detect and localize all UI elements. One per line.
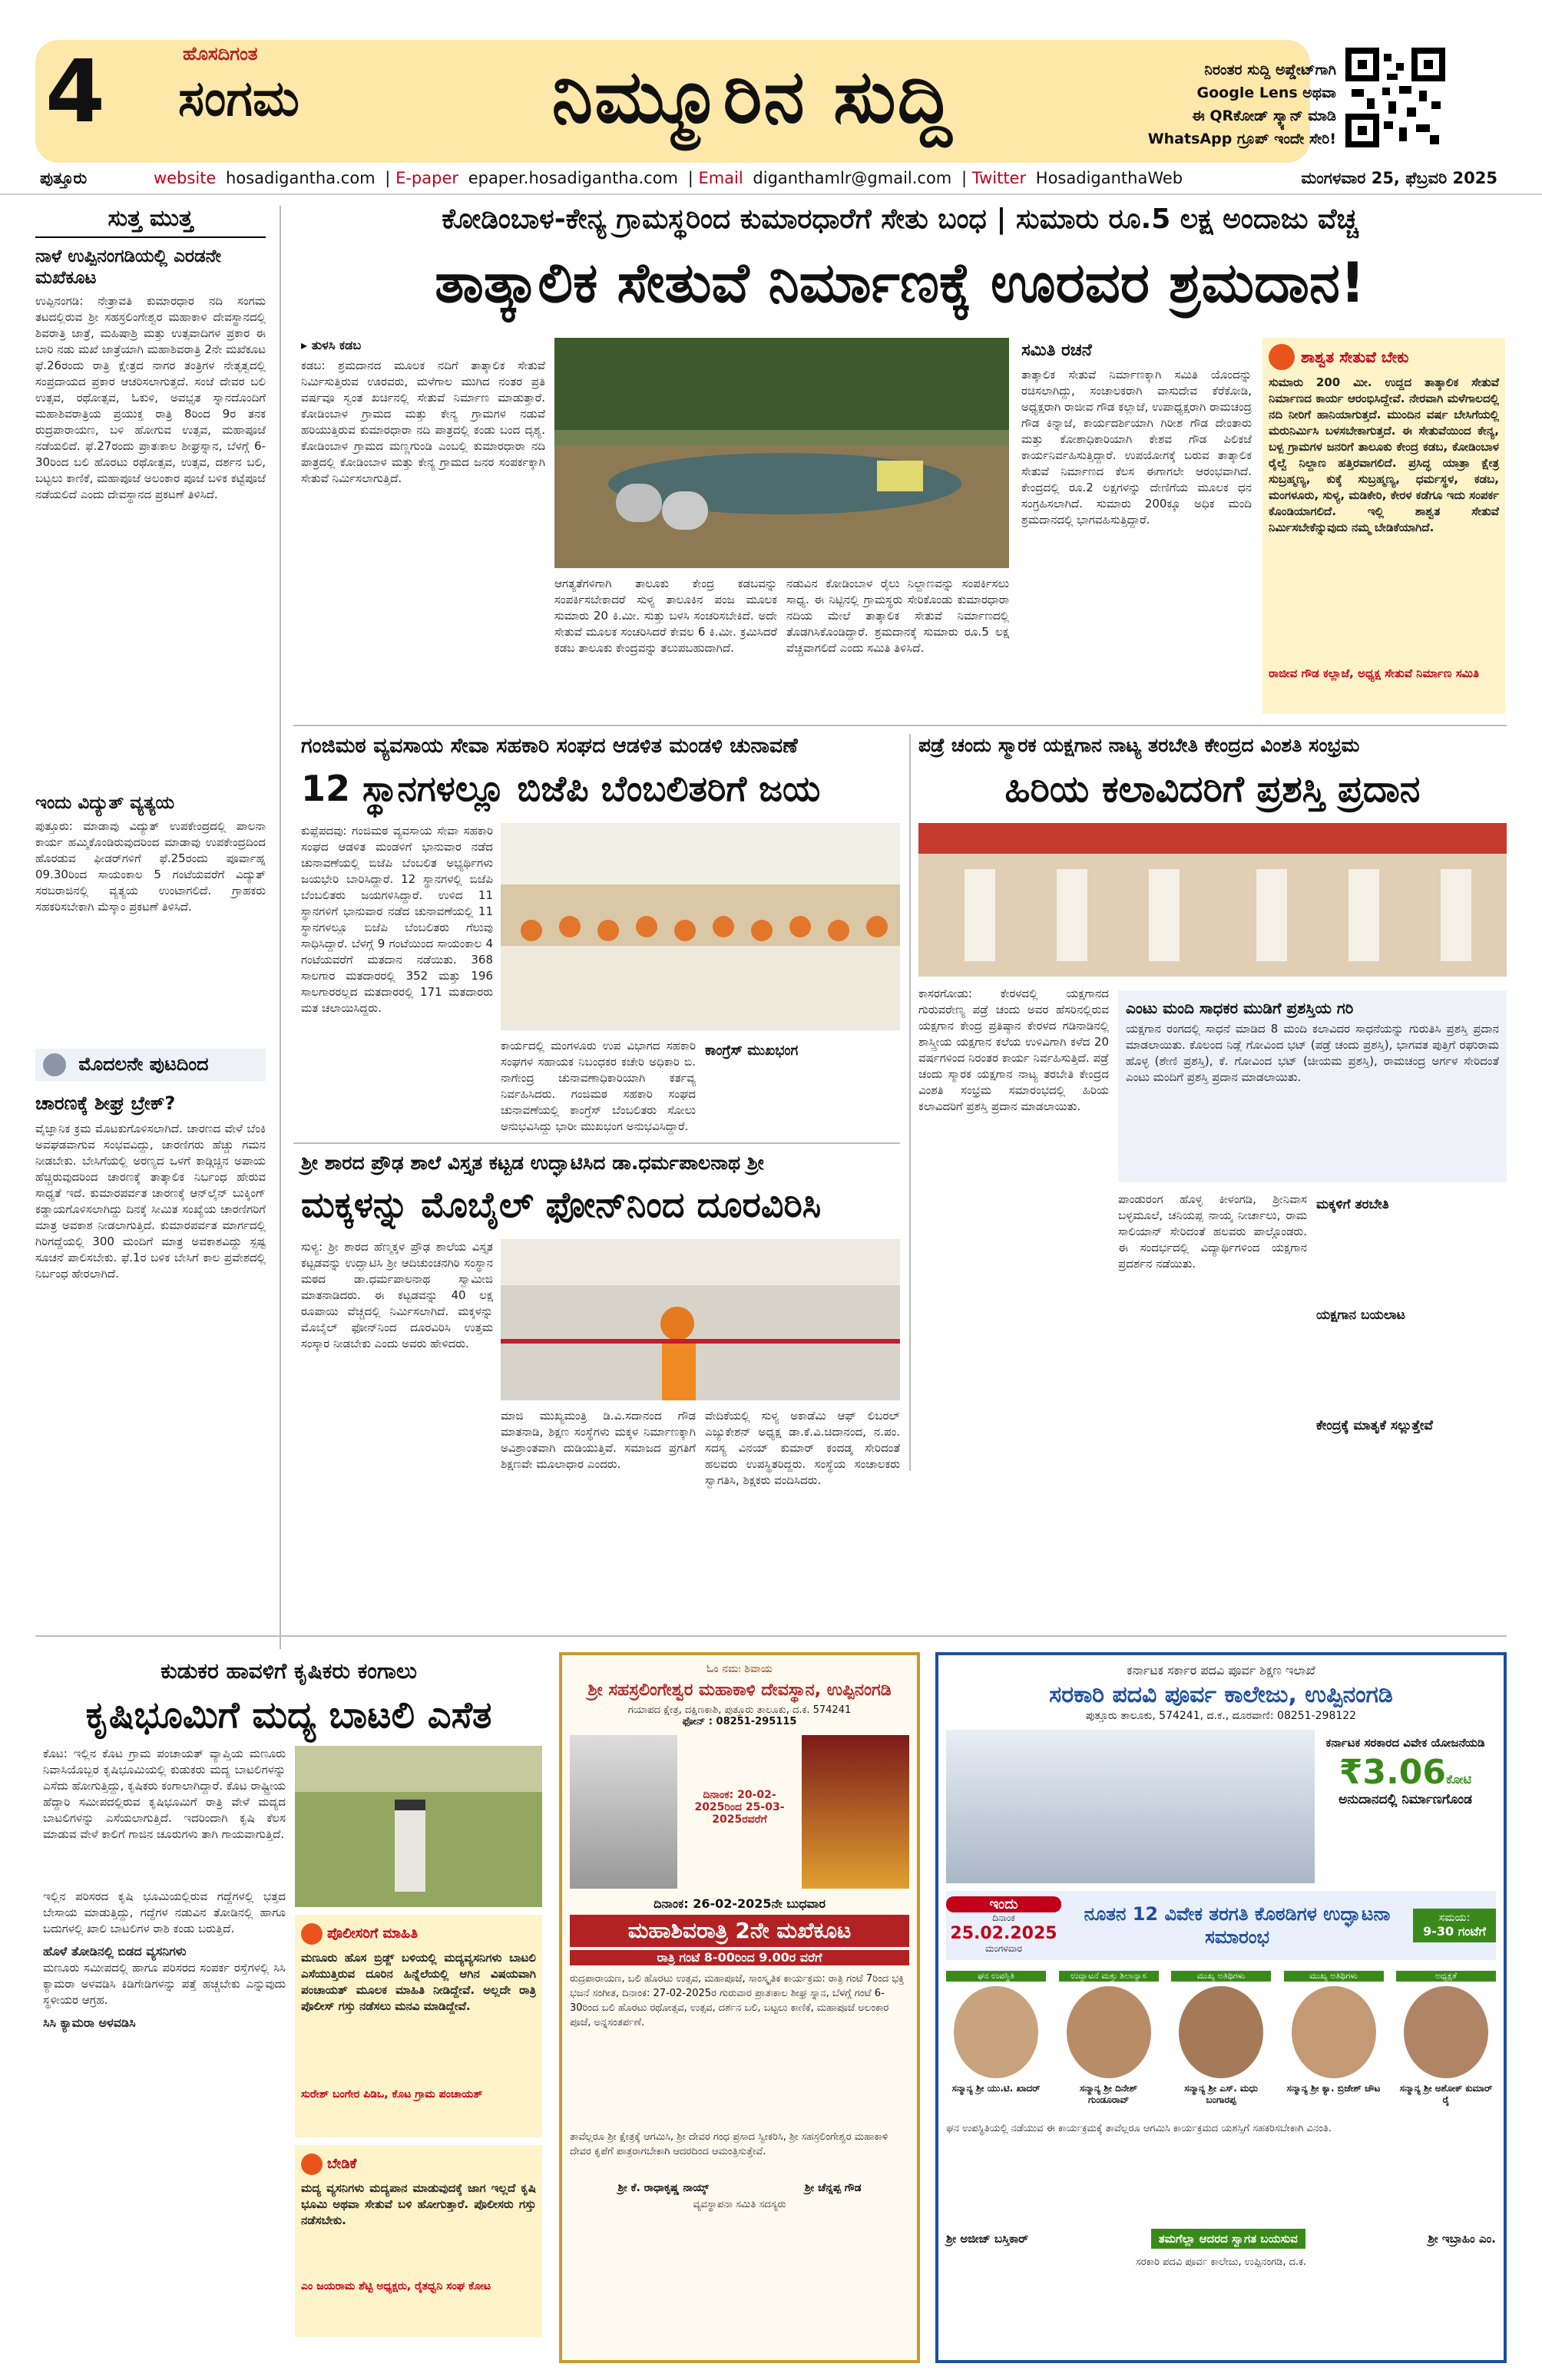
award-body: ಕಾಸರಗೋಡು: ಕೇರಳದಲ್ಲಿ ಯಕ್ಷಗಾನದ ಗುರುವರೇಣ್ಯ ಪಡ್ರೆ ಚಂದು ಅವರ ಹೆಸರಿನಲ್ಲಿರುವ ಯಕ್ಷಗಾನ ಕೇಂದ್ರ ಪ್ರತಿಷ್ಠಾನ ಕೇರಳದ ಗಡಿನಾಡಿನಲ್ಲಿ ಶಾಸ್ತ್ರೀಯ ಯಕ್ಷಗಾನ ಕಲೆಯ ಉಳಿವಿಗಾಗಿ ಕಳೆದ 20 ವರ್ಷಗಳಿಂದ ನಿರಂತರ ಕಾರ್ಯ ನಿರ್ವಹಿಸುತ್ತಿದೆ. ಪಡ್ರೆ ಚಂದು ಸ್ಮಾರಕ ಯಕ್ಷಗಾನ ನಾಟ್ಯ ತರಬೇತಿ ಕೇಂದ್ರದ ವಿಂಶತಿ ಸಂಭ್ರಮ ಸಮಾರಂಭದಲ್ಲಿ ಹಿರಿಯ ಕಲಾವಿದರಿಗೆ ಪ್ರಶಸ್ತಿ ಪ್ರದಾನ ಮಾಡಲಾಯಿತು. (918, 987, 1109, 1113)
temple-advertisement[interactable]: ಓಂ ನಮಃ ಶಿವಾಯ ಶ್ರೀ ಸಹಸ್ರಲಿಂಗೇಶ್ವರ ಮಹಾಕಾಳಿ ದೇವಸ್ಥಾನ, ಉಪ್ಪಿನಂಗಡಿ ಗಯಾಪದ ಕ್ಷೇತ್ರ, ದಕ್ಷಿಣಕಾಶಿ, ಪುತ್ತೂರು ತಾಲೂಕು, ದ.ಕ. 574241 ಫೋನ್ : 08251-295115 ದಿನಾಂಕ: 20-02-2025ರಿಂದ 25-03-2025ರವರೆಗೆ ದಿನಾಂಕ: 26-02-2025ನೇ ಬುಧವಾರ ಮಹಾಶಿವರಾತ್ರಿ 2ನೇ ಮಖೆಕೂಟ ರಾತ್ರಿ ಗಂಟೆ 8-00ರಿಂದ 9.00ರ ವರೆಗೆ ರುದ್ರಪಾರಾಯಣ, ಬಲಿ ಹೊರಟು ಉತ್ಸವ, ಮಹಾಪೂಜೆ, ಸಾಂಸ್ಕೃತಿಕ ಕಾರ್ಯಕ್ರಮ: ರಾತ್ರಿ ಗಂಟೆ 7ರಿಂದ ಭಕ್ತಿ ಭಜನೆ ಸಂಗೀತ, ದಿನಾಂಕ: 27-02-2025ರ ಗುರುವಾರ ಪ್ರಾತಃಕಾಲ ಶೀಘ್ರ ಸ್ನಾನ, ಬೆಳಗ್ಗೆ ಗಂಟೆ 6-30ರಿಂದ ಬಲಿ ಹೊರಟು ರಥೋತ್ಸವ, ಉತ್ಸವ, ದರ್ಶನ ಬಲಿ, ಬಟ್ಟಲು ಕಾಣಿಕೆ, ಮಹಾಪೂಜೆ ಅಲಂಕಾರ ಪೂಜೆ, ಅನ್ನಸಂತರ್ಪಣೆ. ತಾವೆಲ್ಲರೂ ಶ್ರೀ ಕ್ಷೇತ್ರಕ್ಕೆ ಆಗಮಿಸಿ, ಶ್ರೀ ದೇವರ ಗಂಧ ಪ್ರಸಾದ ಸ್ವೀಕರಿಸಿ, ಶ್ರೀ ಸಹಸ್ರಲಿಂಗೇಶ್ವರ ಮಹಾಕಾಳಿ ದೇವರ ಕೃಪೆಗೆ ಪಾತ್ರರಾಗಬೇಕಾಗಿ ಆದರದಿಂದ ಆಮಂತ್ರಿಸುತ್ತೇವೆ. ಶ್ರೀ ಕೆ. ರಾಧಾಕೃಷ್ಣ ನಾಯ್ಕ್ ಶ್ರೀ ಚೆನ್ನಪ್ಪ ಗೌಡ ವ್ಯವಸ್ಥಾಪನಾ ಸಮಿತಿ ಸದಸ್ಯರು (559, 1652, 920, 2363)
election-body: ಕುಪ್ಪೆಪದವು: ಗಂಜಿಮಠ ವ್ಯವಸಾಯ ಸೇವಾ ಸಹಕಾರಿ ಸಂಘದ ಆಡಳಿತ ಮಂಡಳಿಗೆ ಭಾನುವಾರ ನಡೆದ ಚುನಾವಣೆಯಲ್ಲಿ ಬಿಜೆಪಿ ಬೆಂಬಲಿತ ಅಭ್ಯರ್ಥಿಗಳು ಜಯಭೇರಿ ಬಾರಿಸಿದ್ದಾರೆ. 12 ಸ್ಥಾನಗಳಲ್ಲಿ ಬಿಜೆಪಿ ಬೆಂಬಲಿತರು ಜಯಗಳಿಸಿದ್ದಾರೆ. ಉಳಿದ 11 ಸ್ಥಾನಗಳಿಗೆ ಭಾನುವಾರ ನಡೆದ ಚುನಾವಣೆಯಲ್ಲಿ 11 ಸ್ಥಾನಗಳಲ್ಲೂ ಬಿಜೆಪಿ ಬೆಂಬಲಿತರು ಗೆಲುವು ಸಾಧಿಸಿದ್ದಾರೆ. ಬೆಳಗ್ಗೆ 9 ಗಂಟೆಯಿಂದ ಸಾಯಂಕಾಲ 4 ಗಂಟೆಯವರೆಗೆ ಮತದಾನ ನಡೆಯಿತು. 368 ಸಾಲಗಾರ ಮತದಾರರಲ್ಲಿ 352 ಮತ್ತು 196 ಸಾಲಗಾರರಲ್ಲದ ಮತದಾರರಲ್ಲಿ 171 ಮತದಾರರು ಮತ ಚಲಾಯಿಸಿದ್ದರು. (301, 824, 493, 1015)
epaper-link[interactable]: epaper.hosadigantha.com (468, 169, 679, 187)
brand-main: ಸಂಗಮ (178, 71, 299, 127)
election-headline: 12 ಸ್ಥಾನಗಳಲ್ಲೂ ಬಿಜೆಪಿ ಬೆಂಬಲಿತರಿಗೆ ಜಯ (301, 768, 821, 809)
sidebar-body-1: ಉಪ್ಪಿನಂಗಡಿ: ನೇತ್ರಾವತಿ ಕುಮಾರಧಾರ ನದಿ ಸಂಗಮ ತಟದಲ್ಲಿರುವ ಶ್ರೀ ಸಹಸ್ರಲಿಂಗೇಶ್ವರ ಮಹಾಕಾಳಿ ದೇವಸ್ಥಾನದಲ್ಲಿ ಶಿವರಾತ್ರಿ ಜಾತ್ರೆ, ಮಹಿಷಾಶ್ರಿ ಮತ್ತು ಉತ್ಸವಾದಿಗಳ ಪ್ರಕಾರ ಈ ಬಾರಿ ನಡು ಮಖೆ ಜಾತ್ರೆಯಾಗಿ ಮಹಾಶಿವರಾತ್ರಿ 2ನೇ ಮಖೆಕೂಟ ಫೆ.26ರಂದು ರಾತ್ರಿ ಕ್ಷೇತ್ರದ ನಾಗರ ತಂತ್ರಿಗಳ ನೇತೃತ್ವದಲ್ಲಿ ಸಂಪ್ರದಾಯದ ಪ್ರಕಾರ ಆಚರಿಸಲಾಗುತ್ತದೆ. ಸಂಜೆ ದೇವರ ಬಲಿ ಉತ್ಸವ, ರಥೋತ್ಸವ, ಓಕುಳಿ, ಅವಭೃತ ಸ್ನಾನದೊಂದಿಗೆ ಮಹಾಶಿವರಾತ್ರಿಯ ಪ್ರಯುಕ್ತ ರಾತ್ರಿ 8ರಿಂದ 9ರ ತನಕ ರುದ್ರಪಾರಾಯಣ, ಬಳಿ ಹೋಗುವ ಉತ್ಸವ, ಮಹಾಪೂಜೆ ನಡೆಯಲಿದೆ. ಫೆ.27ರಂದು ಪ್ರಾತಃಕಾಲ ಶೀಘ್ರಸ್ನಾನ, ಬೆಳಗ್ಗೆ 6-30ರಿಂದ ಬಲಿ ಹೊರಟು ರಥೋತ್ಸವ, ಉತ್ಸವ, ದರ್ಶನ ಬಲಿ, ಬಟ್ಟಲು ಕಾಣಿಕೆ, ಮಹಾಪೂಜೆ ಅಲಂಕಾರ ಪೂಜೆ ಬಳಿಕ ಕಟ್ಟೆಪೂಜೆ ನಡೆಯಲಿದೆ ಎಂದು ದೇವಸ್ಥಾನದ ಪ್ರಕಟಣೆ ತಿಳಿಸಿದೆ. (35, 294, 266, 501)
school-photo (501, 1239, 900, 1400)
lead-headline: ತಾತ್ಕಾಲಿಕ ಸೇತುವೆ ನಿರ್ಮಾಣಕ್ಕೆ ಊರವರ ಶ್ರಮದಾನ! (435, 250, 1365, 315)
bottles-in-field-image (295, 1746, 542, 1907)
sidebar-title: ಸುತ್ತ ಮುತ್ತ (35, 206, 266, 238)
speech-icon (301, 2154, 323, 2175)
guest-card: ಘನ ಉಪಸ್ಥಿತಿ ಸನ್ಮಾನ್ಯ ಶ್ರೀ ಯು.ಟಿ. ಖಾದರ್ (946, 1971, 1046, 2106)
sidebar-body-2: ಪುತ್ತೂರು: ಮಾಡಾವು ವಿದ್ಯುತ್ ಉಪಕೇಂದ್ರದಲ್ಲಿ ಪಾಲನಾ ಕಾರ್ಯ ಹಮ್ಮಿಕೊಂಡಿರುವುದರಿಂದ ಮಾಡಾವು ಉಪಕೇಂದ್ರದಿಂದ ಹೊರಡುವ ಫೀಡರ್‌ಗಳಿಗೆ ಫೆ.25ರಂದು ಪೂರ್ವಾಹ್ನ 09.30ರಿಂದ ಸಾಯಂಕಾಲ 5 ಗಂಟೆಯವರೆಗೆ ವಿದ್ಯುತ್ ಸರಬರಾಜಿನಲ್ಲಿ ವ್ಯತ್ಯಯ ಉಂಟಾಗಲಿದೆ. ಗ್ರಾಹಕರು ಸಹಕರಿಸಬೇಕಾಗಿ ಮೆಸ್ಕಾಂ ಪ್ರಕಟಣೆ ತಿಳಿಸಿದೆ. (35, 819, 266, 914)
sidebar (35, 206, 266, 1649)
college-advertisement[interactable]: ಕರ್ನಾಟಕ ಸರ್ಕಾರ ಪದವಿ ಪೂರ್ವ ಶಿಕ್ಷಣ ಇಲಾಖೆ ಸರಕಾರಿ ಪದವಿ ಪೂರ್ವ ಕಾಲೇಜು, ಉಪ್ಪಿನಂಗಡಿ ಪುತ್ತೂರು ತಾಲೂಕು, 574241, ದ.ಕ., ದೂರವಾಣಿ: 08251-298122 ಕರ್ನಾಟಕ ಸರಕಾರದ ವಿವೇಕ ಯೋಜನೆಯಡಿ ₹3.06ಕೋಟಿ ಅನುದಾನದಲ್ಲಿ ನಿರ್ಮಾಣಗೊಂಡ ಇಂದು ದಿನಾಂಕ 25.02.2025 ಮಂಗಳವಾರ ನೂತನ 12 ವಿವೇಕ ತರಗತಿ ಕೊಠಡಿಗಳ ಉದ್ಘಾಟನಾ ಸಮಾರಂಭ ಸಮಯ: 9-30 ಗಂಟೆಗೆ ಘನ ಉಪಸ್ಥಿತಿ ಸನ್ಮಾನ್ಯ ಶ್ರೀ ಯು.ಟಿ. ಖಾದರ್ ಉದ್ಘಾಟನೆ ಮತ್ತು ಶಿಲಾನ್ಯಾಸ ಸನ್ಮಾನ್ಯ ಶ್ರೀ ದಿನೇಶ್ ಗುಂಡೂರಾವ್ ಮುಖ್ಯ ಅತಿಥಿಗಳು ಸನ್ಮಾನ್ಯ ಶ್ರೀ ಎಸ್. ಮಧು ಬಂಗಾರಪ್ಪ ಮುಖ್ಯ ಅತಿಥಿಗಳು ಸನ್ಮಾನ್ಯ ಶ್ರೀ ಕ್ಯಾ. ಬ್ರಿಜೇಶ್ ಚೌಟ ಅಧ್ಯಕ್ಷತೆ ಸನ್ಮಾನ್ಯ ಶ್ರೀ ಅಶೋಕ್ ಕುಮಾರ್ ರೈ ಘನ ಉಪಸ್ಥಿತಿಯಲ್ಲಿ ನಡೆಯುವ ಈ ಕಾರ್ಯಕ್ರಮಕ್ಕೆ ತಾವೆಲ್ಲರೂ ಆಗಮಿಸಿ ಕಾರ್ಯಕ್ರಮದ ಯಶಸ್ಸಿಗೆ ಸಹಕರಿಸಬೇಕಾಗಿ ವಿನಂತಿ. ಶ್ರೀ ಅಜೀಜ್ ಬಸ್ತಿಕಾರ್ ತಮಗೆಲ್ಲಾ ಆದರದ ಸ್ವಾಗತ ಬಯಸುವ ಶ್ರೀ ಇಬ್ರಾಹಿಂ ಎಂ. ಸರಕಾರಿ ಪದವಿ ಪೂರ್ವ ಕಾಲೇಜು, ಉಪ್ಪಿನಂಗಡಿ, ದ.ಕ. (935, 1652, 1507, 2363)
column-divider (280, 206, 281, 1649)
qr-code-icon[interactable] (1345, 48, 1445, 147)
quote-body: ಸುಮಾರು 200 ಮೀ. ಉದ್ದದ ತಾತ್ಕಾಲಿಕ ಸೇತುವೆ ನಿರ್ಮಾಣದ ಕಾರ್ಯ ಆರಂಭಿಸಿದ್ದೇವೆ. ನೇರವಾಗಿ ಮಳೆಗಾಲದಲ್ಲಿ ನದಿ ನೀರಿಗೆ ಹಾನಿಯಾಗುತ್ತದೆ. ಮುಂದಿನ ವರ್ಷ ಬೇಸಿಗೆಯಲ್ಲಿ ಮರುನಿರ್ಮಿಸಿ ಬಳಸಬೇಕಾಗುತ್ತದೆ. ಈ ಸೇತುವೆಯಿಂದ ಕೇನ್ಯ, ಬಳ್ಪ ಗ್ರಾಮಗಳ ಜನರಿಗೆ ತಾಲೂಕು ಕೇಂದ್ರ ಕಡಬ, ಕೋಡಿಂಬಾಳ ರೈಲ್ವೆ ನಿಲ್ದಾಣ ಹತ್ತಿರವಾಗಲಿದೆ. ಪ್ರಸಿದ್ಧ ಯಾತ್ರಾ ಕ್ಷೇತ್ರ ಸುಬ್ರಹ್ಮಣ್ಯ, ಕುಕ್ಕೆ ಸುಬ್ರಹ್ಮಣ್ಯ, ಧರ್ಮಸ್ಥಳ, ಕಡಬ, ಮಂಗಳೂರು, ಸುಳ್ಯ, ಮಡಿಕೇರಿ, ಕೇರಳ ಕಡೆಗೂ ಇದು ಸಂಪರ್ಕ ಕೊಂಡಿಯಾಗಲಿದೆ. ಇಲ್ಲಿ ಶಾಶ್ವತ ಸೇತುವೆ ನಿರ್ಮಿಸಬೇಕೆನ್ನುವುದು ನಮ್ಮ ಬೇಡಿಕೆಯಾಗಿದೆ. (1269, 375, 1499, 534)
award-box-body: ಯಕ್ಷಗಾನ ರಂಗದಲ್ಲಿ ಸಾಧನೆ ಮಾಡಿದ 8 ಮಂದಿ ಕಲಾವಿದರ ಸಾಧನೆಯನ್ನು ಗುರುತಿಸಿ ಪ್ರಶಸ್ತಿ ಪ್ರದಾನ ಮಾಡಲಾಯಿತು. ಕೊಲಂದ ನಿಡ್ಲೆ ಗೋವಿಂದ ಭಟ್ (ಪಡ್ರೆ ಚಂದು ಪ್ರಶಸ್ತಿ), ಭಾಗವತ ಪುತ್ತಿಗೆ ರಘುರಾಮ ಹೊಳ್ಳ (ಶೇಣಿ ಪ್ರಶಸ್ತಿ), ಕೆ. ಗೋವಿಂದ ಭಟ್ (ಚೀಯಮ ಪ್ರಶಸ್ತಿ), ರಾಮಚಂದ್ರ ಅರ್ಗಳ ಸೇರಿದಂತೆ ಎಂಟು ಮಂದಿಗೆ ಪ್ರಶಸ್ತಿ ಪ್ರದಾನ ಮಾಡಲಾಯಿತು. (1126, 1022, 1499, 1084)
committee-box (1021, 338, 1252, 705)
guest-card: ಮುಖ್ಯ ಅತಿಥಿಗಳು ಸನ್ಮಾನ್ಯ ಶ್ರೀ ಎಸ್. ಮಧು ಬಂಗಾರಪ್ಪ (1171, 1971, 1271, 2106)
lead-body: ಕಡಬ: ಶ್ರಮದಾನದ ಮೂಲಕ ನದಿಗೆ ತಾತ್ಕಾಲಿಕ ಸೇತುವೆ ನಿರ್ಮಿಸುತ್ತಿರುವ ಊರವರು, ಮಳೆಗಾಲ ಮುಗಿದ ನಂತರ ಪ್ರತಿ ವರ್ಷವೂ ಸ್ವಂತ ಖರ್ಚಿನಲ್ಲಿ ಸೇತುವೆ ನಿರ್ಮಾಣ ಮಾಡುತ್ತಾರೆ. ಕೋಡಿಂಬಾಳ ಗ್ರಾಮದ ಮತ್ತು ಕೇನ್ಯ ಗ್ರಾಮಗಳ ನಡುವೆ ಹರಿಯುತ್ತಿರುವ ಕುಮಾರಧಾರಾ ನದಿ ಪಾತ್ರದಲ್ಲಿ ಕಂಡು ಬಂದ ದೃಶ್ಯ. ಕೋಡಿಂಬಾಳ ಗ್ರಾಮದ ಮಣ್ಣಗುಂಡಿ ಎಂಬಲ್ಲಿ ಕುಮಾರಧಾರಾ ನದಿ ಪಾತ್ರದಲ್ಲಿ ಕೋಡಿಂಬಾಳ ಮತ್ತು ಕೇನ್ಯ ಗ್ರಾಮದ ಜನರ ಸಂಪರ್ಕಕ್ಕಾಗಿ ಸೇತುವೆ ನಿರ್ಮಿಸಲಾಗುತ್ತಿದೆ. (301, 359, 545, 485)
divider (293, 725, 1507, 726)
election-kicker: ಗಂಜಿಮಠ ವ್ಯವಸಾಯ ಸೇವಾ ಸಹಕಾರಿ ಸಂಘದ ಆಡಳಿತ ಮಂಡಳಿ ಚುನಾವಣೆ (301, 734, 798, 758)
guest-photo (1404, 1986, 1488, 2078)
award-subheads: ಮಕ್ಕಳಿಗೆ ತರಬೇತಿ ಯಕ್ಷಗಾನ ಬಯಲಾಟ ಕೇಂದ್ರಕ್ಕೆ ಮಾತೃಕೆ ಸಲ್ಲುತ್ತೇವೆ (1316, 1197, 1433, 1433)
column-divider (909, 734, 911, 1471)
sidebar-body-3: ವೈಜ್ಞಾನಿಕ ಕ್ರಮ ಮೊಟಕುಗೊಳಿಸಲಾಗಿದೆ. ಚಾರಣದ ವೇಳೆ ಬೆಂಕಿ ಅವಘಡವಾಗುವ ಸಂಭವವಿದ್ದು, ಚಾರಣಿಗರು ಹೆಚ್ಚು ಗಮನ ನೀಡಬೇಕು. ಬೇಸಿಗೆಯಲ್ಲಿ ಅರಣ್ಯದ ಒಳಗೆ ಕಾಡ್ಗಿಚ್ಚಿನ ಅಪಾಯ ಹೆಚ್ಚಿರುವುದರಿಂದ ಚಾರಣಕ್ಕೆ ತಾತ್ಕಾಲಿಕ ನಿರ್ಬಂಧ ಹೇರುವ ಸಾಧ್ಯತೆ ಇದೆ. ಕುಮಾರಪರ್ವತ ಚಾರಣಕ್ಕೆ ಆನ್‌ಲೈನ್ ಬುಕ್ಕಿಂಗ್ ಕಡ್ಡಾಯಗೊಳಿಸಲಾಗಿದ್ದು ದಿನಕ್ಕೆ ಸೀಮಿತ ಸಂಖ್ಯೆಯ ಚಾರಣಿಗರಿಗೆ ಮಾತ್ರ ಅವಕಾಶ ನೀಡಲಾಗುತ್ತಿದೆ. ಕುಮಾರಪರ್ವತ ಮಾರ್ಗದಲ್ಲಿ ಗಿರಿಗದ್ದೆಯಲ್ಲಿ 300 ಮಂದಿಗೆ ಮಾತ್ರ ಅವಕಾಶವಿದ್ದು ಸ್ಪಷ್ಟ ಸೂಚನೆ ಪಾಲಿಸಬೇಕು. ಫೆ.1ರ ಬಳಿಕ ಬೇಸಿಗೆ ಕಾಲ ಪ್ರವೇಶದಲ್ಲಿ ನಿರ್ಬಂಧ ಹೇರಲಾಗಿದೆ. (35, 1122, 266, 1281)
divider (35, 1635, 1507, 1637)
quote-author: ರಾಜೀವ ಗೌಡ ಕಲ್ಲಾಜೆ, ಅಧ್ಯಕ್ಷ ಸೇತುವೆ ನಿರ್ಮಾಣ ಸಮಿತಿ (1269, 666, 1479, 680)
school-kicker: ಶ್ರೀ ಶಾರದ ಪ್ರೌಢ ಶಾಲೆ ವಿಸ್ತೃತ ಕಟ್ಟಡ ಉದ್ಘಾಟಿಸಿದ ಡಾ.ಧರ್ಮಪಾಲನಾಥ ಶ್ರೀ (301, 1152, 764, 1174)
police-box: ಪೊಲೀಸರಿಗೆ ಮಾಹಿತಿ ಮಣೂರು ಹೊಸ ಬ್ರಿಡ್ಜ್ ಬಳಿಯಲ್ಲಿ ಮದ್ಯವ್ಯಸನಿಗಳು ಬಾಟಲಿ ಎಸೆಯುತ್ತಿರುವ ದೂರಿನ ಹಿನ್ನೆಲೆಯಲ್ಲಿ ಆಗಿನ ವಿಷಯವಾಗಿ ಪಂಚಾಯತ್ ಮೂಲಕ ಮಾಹಿತಿ ನೀಡಿದ್ದೇವೆ. ಅಲ್ಲದೇ ರಾತ್ರಿ ಪೊಲೀಸ್ ಗಸ್ತು ನಡೆಸಲು ಮನವಿ ಮಾಡಿದ್ದೇವೆ. ಸುರೇಶ್ ಬಂಗೇರ ಪಿಡಿಒ, ಕೊಟ ಗ್ರಾಮ ಪಂಚಾಯತ್ (295, 1915, 542, 2137)
quote-box (1262, 338, 1505, 714)
info-strip: ಪುತ್ತೂರು website hosadigantha.com | E-paper epaper.hosadigantha.com | Email diganthamlr@gmail.com | Twitter HosadiganthaWeb ಮಂಗಳವಾರ 25, ಫೆಬ್ರವರಿ 2025 (0, 163, 1542, 195)
farm-kicker: ಕುಡುಕರ ಹಾವಳಿಗೆ ಕೃಷಿಕರು ಕಂಗಾಲು (160, 1658, 417, 1684)
lead-body-2: ಆಗತ್ಯತೆಗಳಿಗಾಗಿ ತಾಲೂಕು ಕೇಂದ್ರ ಕಡಬವನ್ನು ಸಂಪರ್ಕಿಸಬೇಕಾದರೆ ಸುಳ್ಯ ತಾಲೂಕಿನ ಪಂಜ ಮೂಲಕ ಸುಮಾರು 20 ಕಿ.ಮೀ. ಸುತ್ತು ಬಳಸಿ ಸಂಚರಿಸಬೇಕಿದೆ. ಅದೇ ಸೇತುವೆ ಮೂಲಕ ಸಂಚರಿಸಿದರೆ ಕೇವಲ 6 ಕಿ.ಮೀ. ಕ್ರಮಿಸಿದರೆ ಕಡಬ ತಾಲೂಕು ಕೇಂದ್ರವನ್ನು ತಲುಪಬಹುದಾಗಿದೆ. (554, 577, 777, 655)
page-number: 4 (45, 42, 105, 142)
guest-card: ಮುಖ್ಯ ಅತಿಥಿಗಳು ಸನ್ಮಾನ್ಯ ಶ್ರೀ ಕ್ಯಾ. ಬ್ರಿಜೇಶ್ ಚೌಟ (1284, 1971, 1384, 2106)
lead-byline: ▸ ತುಳಸಿ ಕಡಬ (301, 338, 362, 352)
bridge-construction-image (554, 338, 1009, 568)
section-title: ನಿಮ್ಮೂರಿನ ಸುದ್ದಿ (551, 54, 954, 140)
from-front-page-badge: ಮೊದಲನೇ ಪುಟದಿಂದ (35, 1049, 266, 1081)
sidebar-headline-3: ಚಾರಣಕ್ಕೆ ಶೀಘ್ರ ಬ್ರೇಕ್? (35, 1092, 176, 1114)
lead-kicker: ಕೋಡಿಂಬಾಳ-ಕೇನ್ಯ ಗ್ರಾಮಸ್ಥರಿಂದ ಕುಮಾರಧಾರೆಗೆ ಸೇತು ಬಂಧ | ಸುಮಾರು ರೂ.5 ಲಕ್ಷ ಅಂದಾಜು ವೆಚ್ಚ (442, 203, 1358, 235)
farm-body-2: ಇಲ್ಲಿನ ಪರಿಸರದ ಕೃಷಿ ಭೂಮಿಯಲ್ಲಿರುವ ಗದ್ದೆಗಳಲ್ಲಿ ಭತ್ತದ ಬೇಸಾಯ ಮಾಡುತ್ತಿದ್ದು, ಗದ್ದೆಗಳ ನಡುವಿನ ತೋಡಿನಲ್ಲಿ ಹಾಗೂ ಬದುಗಳಲ್ಲಿ ಖಾಲಿ ಬಾಟಲಿಗಳ ರಾಶಿ ಕಂಡು ಬರುತ್ತಿದೆ. ಹೊಳೆ ತೋಡಿನಲ್ಲಿ ಬಿಡದ ವ್ಯಸನಿಗಳು ಮಣೂರು ಸಮೀಪದಲ್ಲಿ ಹಾಗೂ ಪರಿಸರದ ಸಂಪರ್ಕ ರಸ್ತೆಗಳಲ್ಲಿ ಸಿಸಿ ಕ್ಯಾಮರಾ ಅಳವಡಿಸಿ ಕಿಡಿಗೇಡಿಗಳನ್ನು ಪತ್ತೆ ಹಚ್ಚಬೇಕು ಎನ್ನುವುದು ಸ್ಥಳೀಯರ ಆಗ್ರಹ. ಸಿಸಿ ಕ್ಯಾಮರಾ ಅಳವಡಿಸಿ (43, 1889, 286, 2030)
school-body: ಸುಳ್ಯ: ಶ್ರೀ ಶಾರದ ಹೆಣ್ಮಕ್ಕಳ ಪ್ರೌಢ ಶಾಲೆಯ ವಿಸ್ತೃತ ಕಟ್ಟಡವನ್ನು ಉದ್ಘಾಟಿಸಿ ಶ್ರೀ ಆದಿಚುಂಚನಗಿರಿ ಸಂಸ್ಥಾನ ಮಠದ ಡಾ.ಧರ್ಮಪಾಲನಾಥ ಸ್ವಾಮೀಜಿ ಮಾತನಾಡಿದರು. ಈ ಕಟ್ಟಡವನ್ನು 40 ಲಕ್ಷ ರೂಪಾಯಿ ವೆಚ್ಚದಲ್ಲಿ ನಿರ್ಮಿಸಲಾಗಿದೆ. ಮಕ್ಕಳನ್ನು ಮೊಬೈಲ್ ಫೋನ್‌ನಿಂದ ದೂರವಿರಿಸಿ ಉತ್ತಮ ಸಂಸ್ಕಾರ ನೀಡಬೇಕು ಎಂದು ಅವರು ಹೇಳಿದರು. (301, 1240, 493, 1350)
ribbon-cutting-image (501, 1239, 900, 1400)
election-photo (501, 823, 900, 1030)
speech-icon (1269, 344, 1295, 370)
city-label: ಪುತ್ತೂರು (40, 169, 88, 187)
issue-date: ಮಂಗಳವಾರ 25, ಫೆಬ್ರವರಿ 2025 (1301, 169, 1497, 187)
award-box (1118, 990, 1507, 1182)
quote-title: ಶಾಶ್ವತ ಸೇತುವೆ ಬೇಕು (1301, 348, 1409, 366)
email-link[interactable]: diganthamlr@gmail.com (753, 169, 952, 187)
guest-photo (954, 1986, 1038, 2078)
demand-box: ಬೇಡಿಕೆ ಮದ್ಯ ವ್ಯಸನಿಗಳು ಮದ್ಯಪಾನ ಮಾಡುವುದಕ್ಕೆ ಜಾಗ ಇಲ್ಲದೆ ಕೃಷಿ ಭೂಮಿ ಅಥವಾ ಸೇತುವೆ ಬಳಿ ಹೋಗುತ್ತಾರೆ. ಪೊಲೀಸರು ಗಸ್ತು ನಡೆಸಬೇಕು. ಎಂ ಜಯರಾಮ ಶೆಟ್ಟಿ ಅಧ್ಯಕ್ಷರು, ರೈತಧ್ವನಿ ಸಂಘ ಕೋಟ (295, 2145, 542, 2337)
website-link[interactable]: hosadigantha.com (226, 169, 376, 187)
qr-instructions: ನಿರಂತರ ಸುದ್ದಿ ಅಪ್ಡೇಟ್‌ಗಾಗಿ Google Lens ಅಥವಾ ಈ QRಕೋಡ್ ಸ್ಕ್ಯಾನ್ ಮಾಡಿ WhatsApp ಗ್ರೂಪ್ ಇಂದೇ ಸೇರಿ! (1147, 61, 1336, 147)
award-ceremony-image (918, 823, 1507, 977)
pencil-icon (43, 1053, 66, 1076)
school-headline: ಮಕ್ಕಳನ್ನು ಮೊಬೈಲ್ ಫೋನ್‌ನಿಂದ ದೂರವಿರಿಸಿ (301, 1184, 822, 1225)
committee-body: ತಾತ್ಕಾಲಿಕ ಸೇತುವೆ ನಿರ್ಮಾಣಕ್ಕಾಗಿ ಸಮಿತಿ ಯೊಂದನ್ನು ರಚಿಸಲಾಗಿದ್ದು, ಸಂಚಾಲಕರಾಗಿ ವಾಸುದೇವ ಕೆರೆಕೋಡಿ, ಅಧ್ಯಕ್ಷರಾಗಿ ರಾಜೀವ ಗೌಡ ಕಲ್ಲಾಜೆ, ಉಪಾಧ್ಯಕ್ಷರಾಗಿ ರಾಮಚಂದ್ರ ಗೌಡ ಕಿನ್ನಾಜೆ, ಕಾರ್ಯದರ್ಶಿಯಾಗಿ ಗಿರೀಶ ಗೌಡ ದೇಂತಾರು ಮತ್ತು ಕೋಶಾಧಿಕಾರಿಯಾಗಿ ಕೇಶವ ಗೌಡ ಪಿಲಿಕಜೆ ಕಾರ್ಯನಿರ್ವಹಿಸುತ್ತಿದ್ದಾರೆ. ಉಪಯೋಗಕ್ಕೆ ಬರುವ ತಾತ್ಕಾಲಿಕ ಸೇತುವೆ ನಿರ್ಮಾಣದ ಕೆಲಸ ಈಗಾಗಲೇ ಆರಂಭವಾಗಿದೆ. ಕೇಂದ್ರದಲ್ಲಿ ರೂ.2 ಲಕ್ಷಗಳನ್ನು ದೇಣಿಗೆಯ ಮೂಲಕ ಧನ ಸಂಗ್ರಹಿಸಲಾಗಿದೆ. ಸುಮಾರು 200ಕ್ಕೂ ಅಧಿಕ ಮಂದಿ ಶ್ರಮದಾನದಲ್ಲಿ ಭಾಗವಹಿಸುತ್ತಿದ್ದಾರೆ. (1021, 368, 1252, 527)
farm-photo (295, 1746, 542, 1907)
guest-photo (1067, 1986, 1151, 2078)
school-body-3: ವೇದಿಕೆಯಲ್ಲಿ ಸುಳ್ಯ ಅಕಾಡೆಮಿ ಆಫ್ ಲಿಬರಲ್ ಎಜ್ಯುಕೇಶನ್ ಅಧ್ಯಕ್ಷ ಡಾ.ಕೆ.ವಿ.ಚಿದಾನಂದ, ನ.ಪಂ. ಸದಸ್ಯ ವಿನಯ್ ಕುಮಾರ್ ಕಂದಡ್ಕ ಸೇರಿದಂತೆ ಹಲವರು ಉಪಸ್ಥಿತರಿದ್ದರು. ಸಂಸ್ಥೆಯ ಸಂಚಾಲಕರು ಸ್ವಾಗತಿಸಿ, ಶಿಕ್ಷಕರು ವಂದಿಸಿದರು. (705, 1409, 900, 1487)
school-body-2: ಮಾಜಿ ಮುಖ್ಯಮಂತ್ರಿ ಡಿ.ವಿ.ಸದಾನಂದ ಗೌಡ ಮಾತನಾಡಿ, ಶಿಕ್ಷಣ ಸಂಸ್ಥೆಗಳು ಮಕ್ಕಳ ನಿರ್ಮಾಣಕ್ಕಾಗಿ ಅವಿಶ್ರಾಂತವಾಗಿ ದುಡಿಯುತ್ತಿವೆ. ಸಮಾಜದ ಪ್ರಗತಿಗೆ ಶಿಕ್ಷಣವೇ ಮೂಲಾಧಾರ ಎಂದರು. (501, 1409, 696, 1471)
committee-title: ಸಮಿತಿ ರಚನೆ (1021, 341, 1092, 360)
award-photo (918, 823, 1507, 977)
sidebar-headline-2: ಇಂದು ವಿದ್ಯುತ್ ವ್ಯತ್ಯಯ (35, 793, 175, 813)
farm-headline: ಕೃಷಿಭೂಮಿಗೆ ಮದ್ಯ ಬಾಟಲಿ ಎಸೆತ (85, 1694, 492, 1737)
brand-small: ಹೊಸದಿಗಂತ (183, 43, 258, 64)
guest-photo (1292, 1986, 1376, 2078)
deity-image (802, 1735, 909, 1889)
award-headline: ಹಿರಿಯ ಕಲಾವಿದರಿಗೆ ಪ್ರಶಸ್ತಿ ಪ್ರದಾನ (1004, 768, 1421, 811)
college-building-image (946, 1730, 1315, 1883)
twitter-link[interactable]: HosadiganthaWeb (1035, 169, 1183, 187)
farm-body: ಕೊಟ: ಇಲ್ಲಿನ ಕೊಟ ಗ್ರಾಮ ಪಂಚಾಯತ್ ವ್ಯಾಪ್ತಿಯ ಮಣೂರು ನಿವಾಸಿಯೊಬ್ಬರ ಕೃಷಿಭೂಮಿಯಲ್ಲಿ ಕುಡುಕರು ಮದ್ಯ ಬಾಟಲಿಗಳನ್ನು ಎಸೆದು ಹೋಗುತ್ತಿದ್ದು, ಕೃಷಿಕರು ಕಂಗಾಲಾಗಿದ್ದಾರೆ. ಕೊಟ ರಾಷ್ಟ್ರೀಯ ಹೆದ್ದಾರಿ ಸಮೀಪದಲ್ಲಿರುವ ಕೃಷಿಭೂಮಿಗೆ ರಾತ್ರಿ ವೇಳೆ ಮದ್ಯದ ಬಾಟಲಿಗಳನ್ನು ಎಸೆಯಲಾಗುತ್ತಿದೆ. ಇದರಿಂದಾಗಿ ಕೃಷಿ ಕೆಲಸ ಮಾಡುವ ವೇಳೆ ಕಾಲಿಗೆ ಗಾಜಿನ ಚೂರುಗಳು ತಾಗಿ ಗಾಯವಾಗುತ್ತಿದೆ. (43, 1747, 286, 1841)
lead-photo (554, 338, 1009, 568)
award-kicker: ಪಡ್ರೆ ಚಂದು ಸ್ಮಾರಕ ಯಕ್ಷಗಾನ ನಾಟ್ಯ ತರಬೇತಿ ಕೇಂದ್ರದ ವಿಂಶತಿ ಸಂಭ್ರಮ (918, 734, 1360, 756)
group-photo-image (501, 823, 900, 1030)
award-body-2: ಪಾಂಡುರಂಗ ಹೊಳ್ಳ ಕೀಳಂಗಡಿ, ಶ್ರೀನಿವಾಸ ಬಳ್ಳಮೂಲೆ, ಚನಿಯಪ್ಪ ನಾಯ್ಕ ನೀರ್ಚಾಲು, ರಾಮ ಸಾಲಿಯಾನ್ ಸೇರಿದಂತೆ ಹಲವರು ಪಾಲ್ಗೊಂಡರು. ಈ ಸಂದರ್ಭದಲ್ಲಿ ವಿದ್ಯಾರ್ಥಿಗಳಿಂದ ಯಕ್ಷಗಾನ ಪ್ರದರ್ಶನ ನಡೆಯಿತು. (1118, 1192, 1307, 1271)
lead-body-3: ನಡುವಿನ ಕೋಡಿಂಬಾಳ ರೈಲು ನಿಲ್ದಾಣವನ್ನು ಸಂಪರ್ಕಿಸಲು ಸಾಧ್ಯ. ಈ ನಿಟ್ಟಿನಲ್ಲಿ ಗ್ರಾಮಸ್ಥರು ಸೇರಿಕೊಂಡು ಕುಮಾರಧಾರಾ ನದಿಯ ಮೇಲೆ ತಾತ್ಕಾಲಿಕ ಸೇತುವೆ ನಿರ್ಮಾಣದಲ್ಲಿ ತೊಡಗಿಸಿಕೊಂಡಿದ್ದಾರೆ. ಶ್ರಮದಾನಕ್ಕೆ ಸುಮಾರು ರೂ.5 ಲಕ್ಷ ವೆಚ್ಚವಾಗಲಿದೆ ಎಂದು ಸಮಿತಿ ತಿಳಿಸಿದೆ. (786, 577, 1009, 655)
guest-photo (1179, 1986, 1263, 2078)
speech-icon (301, 1923, 323, 1945)
election-subhead: ಕಾಂಗ್ರೆಸ್ ಮುಖಭಂಗ (705, 1043, 799, 1059)
divider (293, 1142, 900, 1144)
guest-card: ಉದ್ಘಾಟನೆ ಮತ್ತು ಶಿಲಾನ್ಯಾಸ ಸನ್ಮಾನ್ಯ ಶ್ರೀ ದಿನೇಶ್ ಗುಂಡೂರಾವ್ (1059, 1971, 1159, 2106)
guest-card: ಅಧ್ಯಕ್ಷತೆ ಸನ್ಮಾನ್ಯ ಶ್ರೀ ಅಶೋಕ್ ಕುಮಾರ್ ರೈ (1396, 1971, 1496, 2106)
election-body-2: ಕಾರ್ಯದಲ್ಲಿ ಮಂಗಳೂರು ಉಪ ವಿಭಾಗದ ಸಹಕಾರಿ ಸಂಘಗಳ ಸಹಾಯಕ ನಿಬಂಧಕರ ಕಚೇರಿ ಅಧಿಕಾರಿ ಬಿ. ನಾಗೇಂದ್ರ ಚುನಾವಣಾಧಿಕಾರಿಯಾಗಿ ಕರ್ತವ್ಯ ನಿರ್ವಹಿಸಿದರು. ಗಂಜಿಮಠ ಸಹಕಾರಿ ಸಂಘದ ಚುನಾವಣೆಯಲ್ಲಿ ಕಾಂಗ್ರೆಸ್ ಬೆಂಬಲಿತರು ಸೋಲು ಅನುಭವಿಸಿದ್ದು ಭಾರೀ ಮುಖಭಂಗ ಅನುಭವಿಸಿದ್ದಾರೆ. (501, 1039, 696, 1133)
sidebar-headline-1: ನಾಳೆ ಉಪ್ಪಿನಂಗಡಿಯಲ್ಲಿ ಎರಡನೇ ಮಖೆಕೂಟ (35, 246, 221, 288)
award-box-title: ಎಂಟು ಮಂದಿ ಸಾಧಕರ ಮುಡಿಗೆ ಪ್ರಶಸ್ತಿಯ ಗರಿ (1126, 999, 1354, 1017)
deity-image (570, 1735, 677, 1889)
